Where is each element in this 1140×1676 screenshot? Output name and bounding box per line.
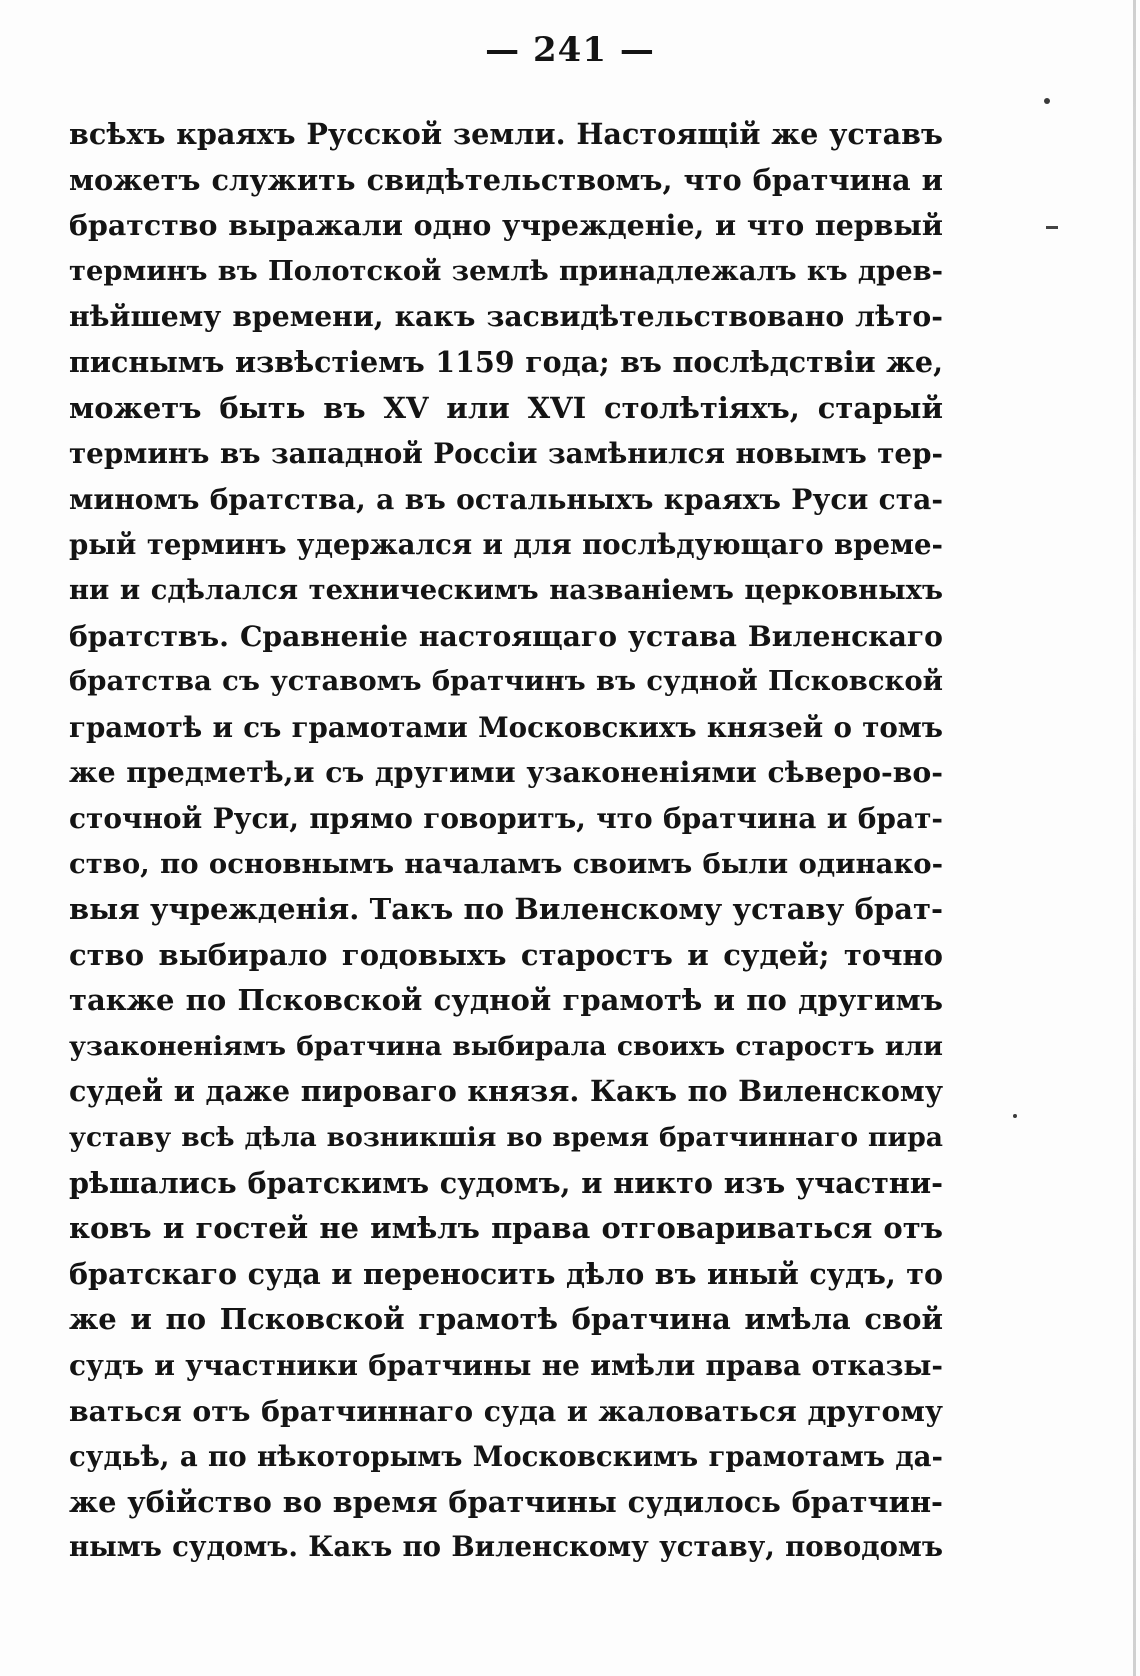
- scan-speck: [1013, 1114, 1017, 1118]
- text-line: писнымъ извѣстіемъ 1159 года; въ послѣдствіи же,: [69, 344, 943, 379]
- text-line: братство выражали одно учрежденіе, и что первый: [69, 208, 943, 243]
- text-line: грамотѣ и съ грамотами Московскихъ князей о томъ: [69, 710, 943, 744]
- scan-edge: [1133, 0, 1136, 1676]
- text-line: судей и даже пироваго князя. Какъ по Виленскому: [69, 1074, 943, 1109]
- text-line: судьѣ, а по нѣкоторымъ Московскимъ грамотамъ да-: [69, 1440, 943, 1474]
- text-line: братства съ уставомъ братчинъ въ судной Псковской: [69, 665, 943, 698]
- text-line: терминъ въ Полотской землѣ принадлежалъ къ древ-: [69, 254, 943, 287]
- text-line: сточной Руси, прямо говоритъ, что братчина и брат-: [69, 801, 943, 835]
- text-line: ваться отъ братчиннаго суда и жаловаться другому: [69, 1393, 943, 1428]
- text-line: ни и сдѣлался техническимъ названіемъ церковныхъ: [69, 573, 943, 606]
- text-line: ство выбирало годовыхъ старостъ и судей; точно: [69, 937, 943, 972]
- text-line: нѣйшему времени, какъ засвидѣтельствовано лѣто-: [69, 299, 943, 334]
- text-line: ковъ и гостей не имѣлъ права отговариваться отъ: [69, 1211, 943, 1246]
- text-line: миномъ братства, а въ остальныхъ краяхъ Руси ста-: [69, 482, 943, 516]
- text-line: уставу всѣ дѣла возникшія во время братчиннаго пира: [69, 1122, 943, 1154]
- text-line: можетъ быть въ XV или XVI столѣтіяхъ, старый: [69, 390, 943, 425]
- text-line: также по Псковской судной грамотѣ и по другимъ: [69, 983, 943, 1018]
- text-line: рѣшались братскимъ судомъ, и никто изъ участни-: [69, 1165, 943, 1200]
- text-line: узаконеніямъ братчина выбирала своихъ старостъ или: [69, 1030, 943, 1062]
- text-line: терминъ въ западной Россіи замѣнился новымъ тер-: [69, 437, 943, 471]
- scan-speck: [1044, 98, 1050, 104]
- text-line: рый терминъ удержался и для послѣдующаго време-: [69, 528, 943, 562]
- text-line: всѣхъ краяхъ Русской земли. Настоящій же уставъ: [69, 117, 943, 151]
- text-line: выя учрежденія. Такъ по Виленскому уставу брат-: [69, 892, 943, 927]
- text-line: можетъ служить свидѣтельствомъ, что братчина и: [69, 162, 943, 197]
- text-line: братствъ. Сравненіе настоящаго устава Виленскаго: [69, 619, 943, 653]
- text-line: братскаго суда и переносить дѣло въ иный судъ, то: [69, 1256, 943, 1291]
- page-number: — 241 —: [485, 30, 655, 70]
- text-line: же предметѣ,и съ другими узаконеніями сѣверо-во-: [69, 755, 943, 790]
- text-line: судъ и участники братчины не имѣли права отказы-: [69, 1349, 943, 1383]
- text-line: нымъ судомъ. Какъ по Виленскому уставу, поводомъ: [69, 1531, 943, 1564]
- text-line: же убійство во время братчины судилось братчин-: [69, 1484, 943, 1519]
- body-text: [69, 112, 943, 1571]
- scan-mark: [1046, 226, 1058, 229]
- text-line: же и по Псковской грамотѣ братчина имѣла свой: [69, 1302, 943, 1337]
- text-line: ство, по основнымъ началамъ своимъ были одинако-: [69, 847, 943, 880]
